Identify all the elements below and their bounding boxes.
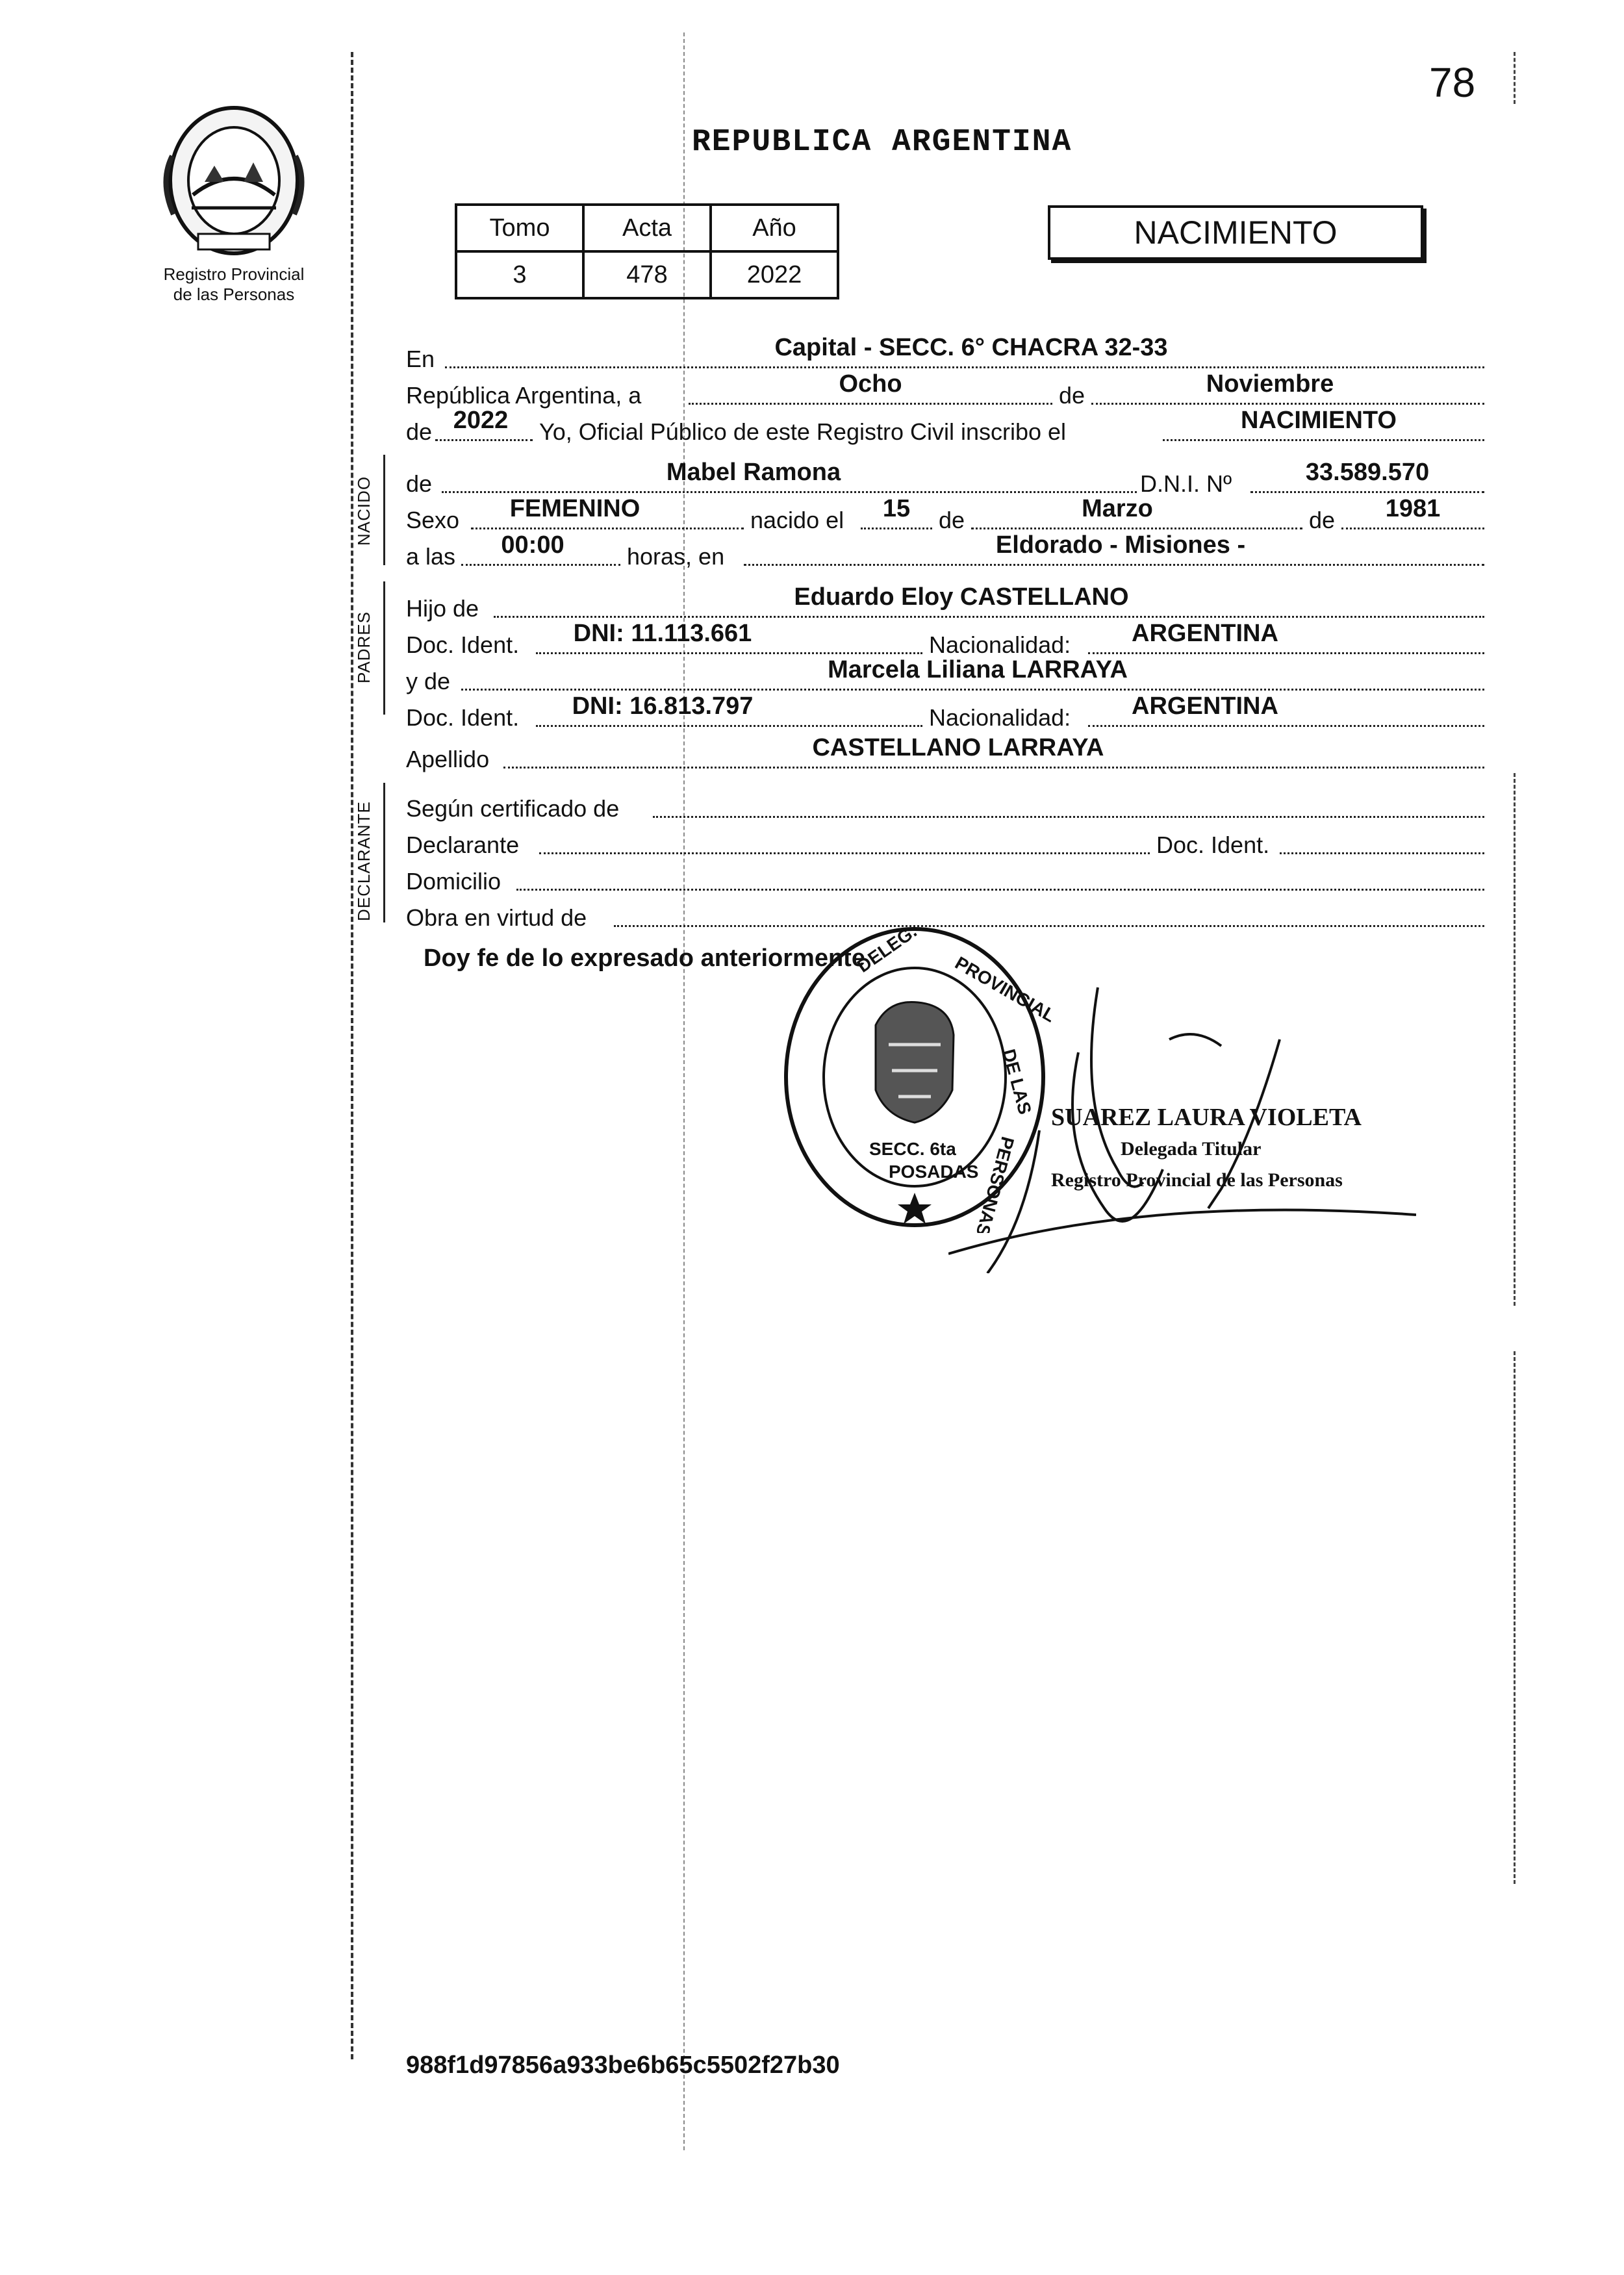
field-row-padre: [406, 583, 1484, 624]
table-header-tomo: Tomo: [456, 205, 583, 251]
field-row-nacimiento: [406, 495, 1484, 535]
label-y-de: y de: [406, 668, 451, 694]
label-doc-ident-declarante: Doc. Ident.: [1156, 832, 1270, 858]
svg-text:PERSONAS: PERSONAS: [972, 1134, 1019, 1233]
field-row-padre-doc: [406, 620, 1484, 660]
field-certificado: [653, 787, 1484, 818]
field-row-madre-doc: [406, 693, 1484, 733]
value-madre-nac: ARGENTINA: [1132, 693, 1278, 720]
svg-text:DE LAS: DE LAS: [998, 1047, 1035, 1117]
label-en: En: [406, 346, 435, 372]
value-padre-doc: DNI: 11.113.661: [573, 620, 752, 647]
value-nac-dia: 15: [882, 495, 911, 522]
label-dni: D.N.I. Nº: [1140, 470, 1232, 497]
field-row-apellido: [406, 734, 1484, 774]
value-sexo: FEMENINO: [509, 495, 641, 522]
label-declarante: Declarante: [406, 832, 520, 858]
label-de-nombre: de: [406, 470, 433, 497]
page-number: 78: [1429, 59, 1476, 106]
provincial-seal-icon: [153, 104, 315, 260]
value-padre-nac: ARGENTINA: [1132, 620, 1278, 647]
label-nacionalidad-madre: Nacionalidad:: [929, 704, 1071, 731]
section-label-declarante: DECLARANTE: [354, 801, 374, 921]
registry-logo: [153, 104, 315, 305]
svg-text:SECC. 6ta: SECC. 6ta: [869, 1139, 956, 1159]
label-obra-en-virtud: Obra en virtud de: [406, 904, 587, 931]
value-nac-mes: Marzo: [1082, 495, 1153, 522]
closing-statement: Doy fe de lo expresado anteriormente: [424, 945, 865, 972]
label-de-anio: de: [406, 418, 433, 445]
value-acto: NACIMIENTO: [1241, 407, 1397, 434]
section-label-nacido: NACIDO: [354, 476, 374, 546]
field-row-lugar: [406, 334, 1484, 374]
label-doc-ident-padre: Doc. Ident.: [406, 631, 520, 658]
table-cell-anio: 2022: [711, 251, 838, 298]
value-nombre: Mabel Ramona: [666, 459, 841, 486]
right-edge-mark: [1514, 1351, 1516, 1884]
label-nacionalidad-padre: Nacionalidad:: [929, 631, 1071, 658]
label-horas-en: horas, en: [627, 543, 725, 570]
label-doc-ident-madre: Doc. Ident.: [406, 704, 520, 731]
label-a-las: a las: [406, 543, 456, 570]
label-hijo-de: Hijo de: [406, 595, 479, 622]
signatory-office: Registro Provincial de las Personas: [1051, 1169, 1343, 1191]
signatory-title: Delegada Titular: [1121, 1138, 1262, 1160]
svg-text:PROVINCIAL: PROVINCIAL: [952, 952, 1051, 1026]
register-table: [455, 203, 839, 299]
logo-caption-line2: de las Personas: [173, 285, 295, 304]
field-domicilio: [516, 860, 1484, 891]
value-apellido: CASTELLANO LARRAYA: [812, 734, 1104, 761]
value-padre: Eduardo Eloy CASTELLANO: [794, 583, 1129, 611]
section-bar-padres: [383, 581, 385, 715]
svg-text:DELEG.: DELEG.: [853, 921, 920, 976]
field-row-acto: [406, 407, 1484, 447]
label-de-anio-nac: de: [1309, 507, 1336, 533]
field-declarante: [539, 824, 1150, 854]
label-domicilio: Domicilio: [406, 868, 501, 895]
svg-text:POSADAS: POSADAS: [889, 1162, 979, 1182]
value-hora: 00:00: [501, 531, 565, 559]
label-yo-oficial: Yo, Oficial Público de este Registro Civil inscribo el: [539, 418, 1067, 445]
right-edge-mark: [1514, 773, 1516, 1306]
value-mes: Noviembre: [1206, 370, 1334, 398]
signatory-name: SUAREZ LAURA VIOLETA: [1051, 1104, 1362, 1131]
table-header-acta: Acta: [583, 205, 711, 251]
document-hash: 988f1d97856a933be6b65c5502f27b30: [406, 2052, 840, 2079]
value-lugar-nac: Eldorado - Misiones -: [995, 531, 1246, 559]
value-lugar: Capital - SECC. 6° CHACRA 32-33: [774, 334, 1168, 361]
field-row-hora-lugar: [406, 531, 1484, 572]
field-row-nombre: [406, 459, 1484, 499]
label-apellido: Apellido: [406, 746, 490, 772]
label-republica-a: República Argentina, a: [406, 382, 642, 409]
table-cell-acta: 478: [583, 251, 711, 298]
section-bar-declarante: [383, 783, 385, 922]
section-bar-nacido: [383, 455, 385, 565]
value-anio: 2022: [453, 407, 509, 434]
table-cell-tomo: 3: [456, 251, 583, 298]
table-header-anio: Año: [711, 205, 838, 251]
value-dia: Ocho: [839, 370, 902, 398]
field-row-madre: [406, 656, 1484, 696]
logo-caption-line1: Registro Provincial: [163, 264, 305, 284]
field-row-fecha: [406, 370, 1484, 411]
right-edge-mark: [1514, 52, 1516, 104]
left-margin-line: [351, 52, 353, 2059]
label-segun-certificado: Según certificado de: [406, 795, 620, 822]
label-sexo: Sexo: [406, 507, 460, 533]
field-row-declarante: [406, 824, 1484, 860]
field-row-domicilio: [406, 860, 1484, 896]
label-nacido-el: nacido el: [750, 507, 844, 533]
value-nac-anio: 1981: [1385, 495, 1441, 522]
section-label-padres: PADRES: [354, 611, 374, 683]
label-de-dia: de: [939, 507, 965, 533]
label-de-mes: de: [1059, 382, 1085, 409]
field-row-certificado: [406, 787, 1484, 824]
act-type-label: NACIMIENTO: [1134, 214, 1338, 251]
value-madre-doc: DNI: 16.813.797: [572, 693, 754, 720]
value-dni: 33.589.570: [1305, 459, 1430, 486]
field-declarante-doc: [1280, 824, 1484, 854]
page-title: REPUBLICA ARGENTINA: [692, 125, 1072, 160]
act-type-box: [1048, 205, 1423, 260]
value-madre: Marcela Liliana LARRAYA: [828, 656, 1128, 683]
